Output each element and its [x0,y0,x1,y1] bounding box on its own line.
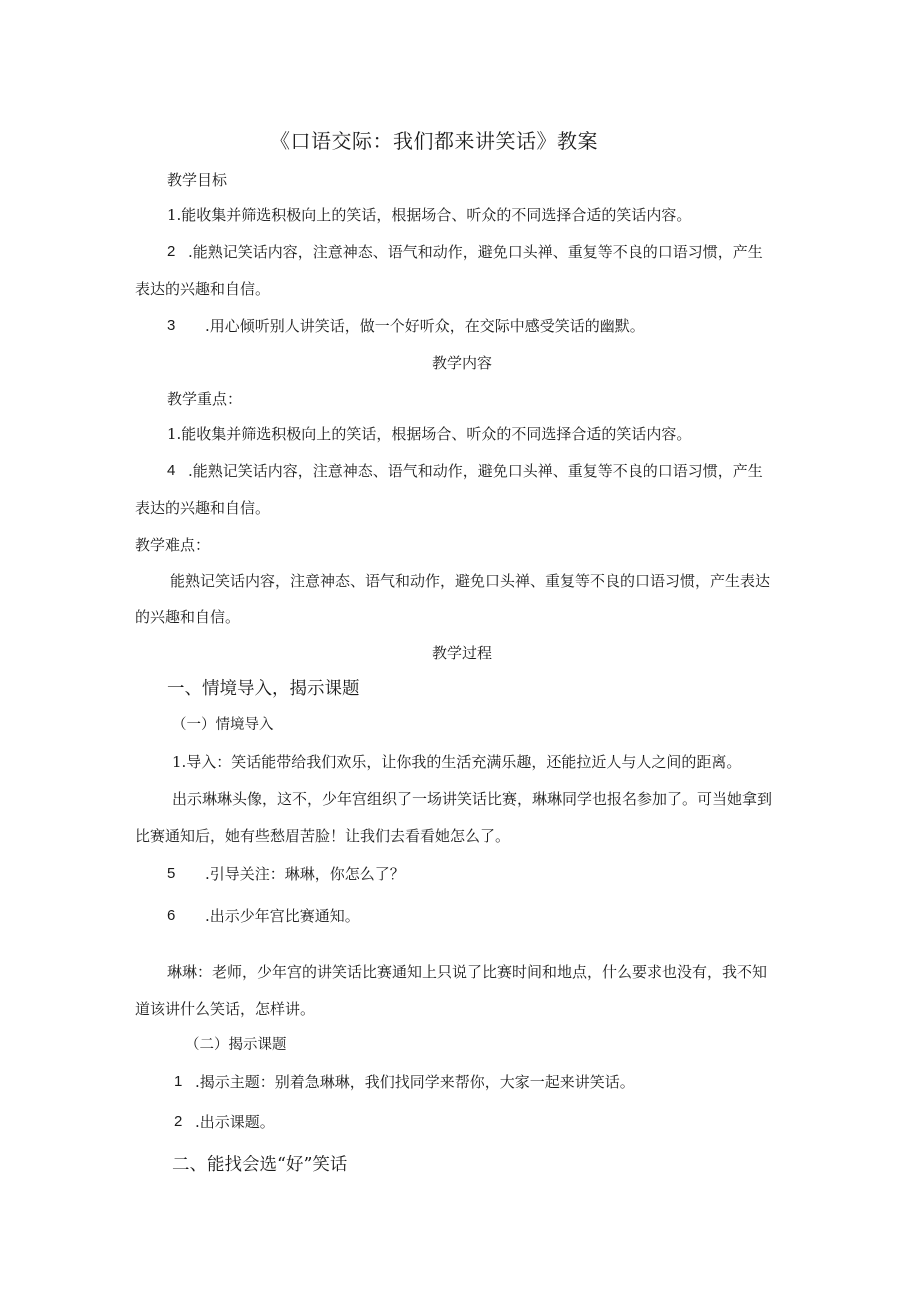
goal-item-2-continuation: 表达的兴趣和自信。 [135,280,271,298]
show-linlin-line-2: 比赛通知后，她有些愁眉苦脸！让我们去看看她怎么了。 [135,827,511,845]
difficulty-line-1: 能熟记笑话内容，注意神态、语气和动作，避免口头禅、重复等不良的口语习惯，产生表达 [170,572,771,590]
goal-item-1: 1.能收集并筛选积极向上的笑话，根据场合、听众的不同选择合适的笑话内容。 [167,206,692,224]
reveal-step-1-number: 1 [174,1073,183,1090]
step-5-text: .引导关注：琳琳，你怎么了？ [205,865,405,883]
intro-paragraph: 1.导入：笑话能带给我们欢乐，让你我的生活充满乐趣，还能拉近人与人之间的距离。 [172,753,742,771]
difficulty-heading: 教学难点： [135,536,211,554]
section-heading-content: 教学内容 [432,354,493,372]
part-2-heading: 二、能找会选“好”笑话 [172,1155,348,1175]
step-6-number: 6 [167,907,176,924]
goal-item-2-number: 2 [167,243,176,260]
goal-item-3-text: .用心倾听别人讲笑话，做一个好听众，在交际中感受笑话的幽默。 [205,317,645,335]
key-point-1: 1.能收集并筛选积极向上的笑话，根据场合、听众的不同选择合适的笑话内容。 [167,425,692,443]
goal-item-2-text: .能熟记笑话内容，注意神态、语气和动作，避免口头禅、重复等不良的口语习惯，产生 [188,243,763,261]
key-points-heading: 教学重点： [167,390,243,408]
subsection-2-heading: （二）揭示课题 [185,1037,287,1053]
goal-item-3-number: 3 [167,317,176,334]
linlin-quote-line-2: 道该讲什么笑话，怎样讲。 [135,1000,316,1018]
subsection-1-heading: （一）情境导入 [172,717,274,733]
key-point-2-continuation: 表达的兴趣和自信。 [135,499,271,517]
reveal-step-2-number: 2 [174,1113,183,1130]
reveal-step-1-text: .揭示主题：别着急琳琳，我们找同学来帮你，大家一起来讲笑话。 [195,1073,635,1091]
section-heading-process: 教学过程 [432,644,493,662]
reveal-step-2-text: .出示课题。 [195,1113,275,1131]
step-6-text: .出示少年宫比赛通知。 [205,907,360,925]
part-1-heading: 一、情境导入，揭示课题 [167,679,360,699]
key-point-2-text: .能熟记笑话内容，注意神态、语气和动作，避免口头禅、重复等不良的口语习惯，产生 [188,462,763,480]
linlin-quote-line-1: 琳琳：老师，少年宫的讲笑话比赛通知上只说了比赛时间和地点，什么要求也没有，我不知 [167,963,768,981]
show-linlin-line-1: 出示琳琳头像，这不，少年宫组织了一场讲笑话比赛，琳琳同学也报名参加了。可当她拿到 [172,790,773,808]
difficulty-line-2: 的兴趣和自信。 [135,608,241,626]
key-point-2-number: 4 [167,462,176,479]
step-5-number: 5 [167,865,176,882]
document-title: 《口语交际：我们都来讲笑话》教案 [270,129,598,153]
section-heading-goals: 教学目标 [167,171,228,189]
